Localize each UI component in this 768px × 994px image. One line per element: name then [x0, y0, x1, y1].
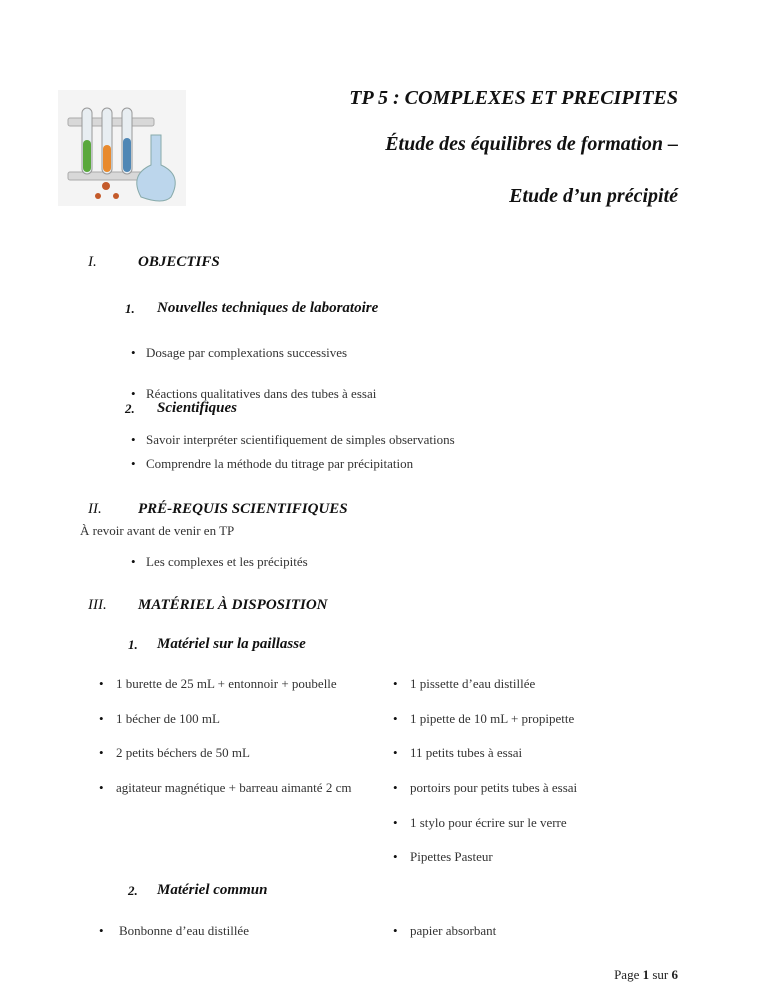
- section-heading: PRÉ-REQUIS SCIENTIFIQUES: [138, 501, 348, 517]
- bullet: •: [99, 780, 104, 795]
- document-subtitle: Étude des équilibres de formation –: [385, 133, 678, 155]
- bullet: •: [131, 432, 136, 447]
- list-item: 1 pissette d’eau distillée: [410, 676, 536, 691]
- list-item: Bonbonne d’eau distillée: [119, 923, 249, 938]
- bullet: •: [99, 923, 104, 938]
- section-number: I.: [88, 254, 97, 270]
- document-title: TP 5 : COMPLEXES ET PRECIPITES: [349, 87, 678, 109]
- subsection-heading: Matériel sur la paillasse: [157, 636, 306, 652]
- list-item: Dosage par complexations successives: [146, 345, 348, 360]
- section-heading: OBJECTIFS: [138, 254, 220, 270]
- subsection-number: 2.: [125, 401, 135, 416]
- list-item: Réactions qualitatives dans des tubes à essai: [146, 386, 377, 401]
- subsection-number: 1.: [128, 637, 138, 652]
- section-intro: À revoir avant de venir en TP: [80, 523, 235, 538]
- bullet: •: [131, 554, 136, 569]
- page-label: Page: [614, 967, 640, 982]
- list-item: 1 burette de 25 mL + entonnoir + poubelle: [116, 676, 337, 691]
- list-item: 1 bécher de 100 mL: [116, 711, 220, 726]
- bullet: •: [131, 456, 136, 471]
- bullet: •: [99, 711, 104, 726]
- subsection-heading: Scientifiques: [157, 400, 238, 416]
- subsection-heading: Nouvelles techniques de laboratoire: [157, 300, 379, 316]
- document-subtitle: Etude d’un précipité: [509, 185, 678, 207]
- lab-glassware-image: [58, 90, 186, 206]
- subsection-number: 1.: [125, 301, 135, 316]
- bullet: •: [131, 386, 136, 401]
- list-item: 1 pipette de 10 mL + propipette: [410, 711, 575, 726]
- bullet: •: [393, 745, 398, 760]
- page-number: [614, 968, 678, 981]
- section-heading: MATÉRIEL À DISPOSITION: [138, 597, 328, 613]
- bullet: •: [393, 780, 398, 795]
- list-item: Savoir interpréter scientifiquement de simples observations: [146, 432, 455, 447]
- bullet: •: [393, 815, 398, 830]
- list-item: 11 petits tubes à essai: [410, 745, 523, 760]
- list-item: 1 stylo pour écrire sur le verre: [410, 815, 567, 830]
- list-item: Comprendre la méthode du titrage par précipitation: [146, 456, 414, 471]
- list-item: Pipettes Pasteur: [410, 849, 493, 864]
- bullet: •: [393, 849, 398, 864]
- bullet: •: [131, 345, 136, 360]
- subsection-number: 2.: [128, 883, 138, 898]
- bullet: •: [393, 923, 398, 938]
- current-page: 1: [642, 967, 650, 982]
- section-number: III.: [88, 597, 107, 613]
- subsection-heading: Matériel commun: [157, 882, 268, 898]
- list-item: papier absorbant: [410, 923, 497, 938]
- of-label: sur: [652, 967, 669, 982]
- list-item: portoirs pour petits tubes à essai: [410, 780, 578, 795]
- total-pages: 6: [671, 967, 678, 982]
- list-item: agitateur magnétique + barreau aimanté 2 cm: [116, 780, 352, 795]
- section-number: II.: [88, 501, 102, 517]
- bullet: •: [393, 711, 398, 726]
- list-item: Les complexes et les précipités: [146, 554, 308, 569]
- list-item: 2 petits béchers de 50 mL: [116, 745, 250, 760]
- bullet: •: [99, 745, 104, 760]
- bullet: •: [99, 676, 104, 691]
- bullet: •: [393, 676, 398, 691]
